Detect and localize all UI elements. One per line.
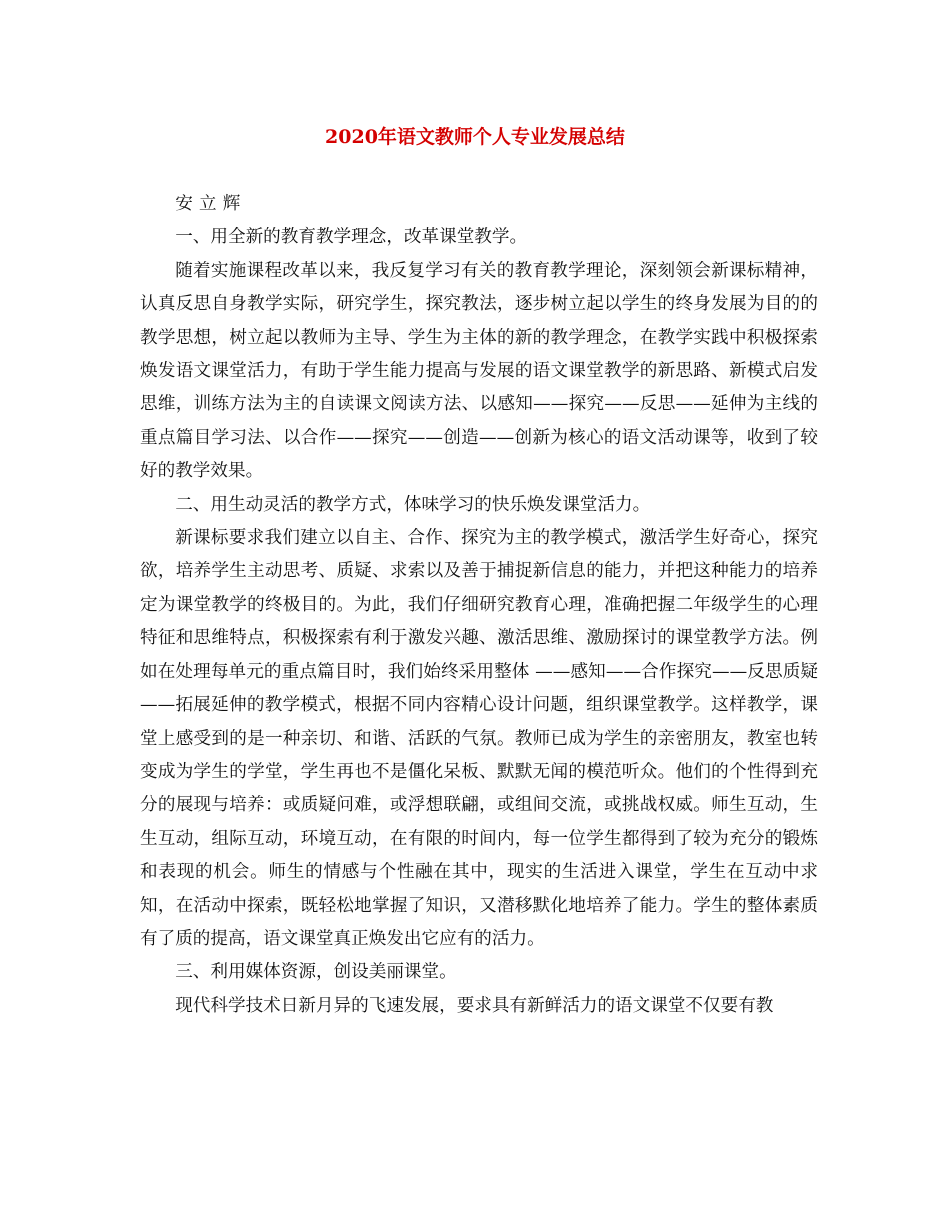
document-title: 2020年语文教师个人专业发展总结 bbox=[325, 126, 625, 148]
section-heading-3: 三、利用媒体资源，创设美丽课堂。 bbox=[175, 962, 457, 983]
section-heading-1: 一、用全新的教育教学理念，改革课堂教学。 bbox=[175, 227, 528, 248]
body-paragraph-3: 现代科学技术日新月异的飞速发展，要求具有新鲜活力的语文课堂不仅要有教 bbox=[175, 995, 774, 1016]
section-heading-2: 二、用生动灵活的教学方式，体味学习的快乐焕发课堂活力。 bbox=[175, 494, 651, 515]
body-paragraph-2: 新课标要求我们建立以自主、合作、探究为主的教学模式，激活学生好奇心，探究欲，培养学生主动思考、质疑、求索以及善于捕捉新信息的能力，并把这种能力的培养定为课堂教学的终极目的。为此，我们仔细研究教育心理，准确把握二年级学生的心理特征和思维特点，积极探索有利于激发兴趣、激活思维、激励探讨的课堂教学方法。例如在处理每单元的重点篇目时，我们始终采用整体 ——感知——合作探究——反思质疑——拓展延伸的教学模式，根据不同内容精心设计问题，组织课堂教学。这样教学，课堂上感受到的是一种亲切、和谐、活跃的气氛。教师已成为学生的亲密朋友，教室也转变成为学生的学堂，学生再也不是僵化呆板、默默无闻的模范听众。他们的个性得到充分的展现与培养：或质疑问难，或浮想联翩，或组间交流，或挑战权威。师生互动，生生互动，组际互动，环境互动，在有限的时间内，每一位学生都得到了较为充分的锻炼和表现的机会。师生的情感与个性融在其中，现实的生活进入课堂，学生在互动中求知，在活动中探索，既轻松地掌握了知识，又潜移默化地培养了能力。学生的整体素质有了质的提高，语文课堂真正焕发出它应有的活力。 bbox=[140, 528, 818, 949]
body-paragraph-1: 随着实施课程改革以来，我反复学习有关的教育教学理论，深刻领会新课标精神，认真反思自身教学实际，研究学生，探究教法，逐步树立起以学生的终身发展为目的的教学思想，树立起以教师为主导、学生为主体的新的教学理念，在教学实践中积极探索焕发语文课堂活力，有助于学生能力提高与发展的语文课堂教学的新思路、新模式启发思维，训练方法为主的自读课文阅读方法、以感知——探究——反思——延伸为主线的重点篇目学习法、以合作——探究——创造——创新为核心的语文活动课等，收到了较好的教学效果。 bbox=[140, 260, 818, 482]
author-name: 安立辉 bbox=[175, 194, 247, 214]
document-body bbox=[140, 188, 818, 1023]
